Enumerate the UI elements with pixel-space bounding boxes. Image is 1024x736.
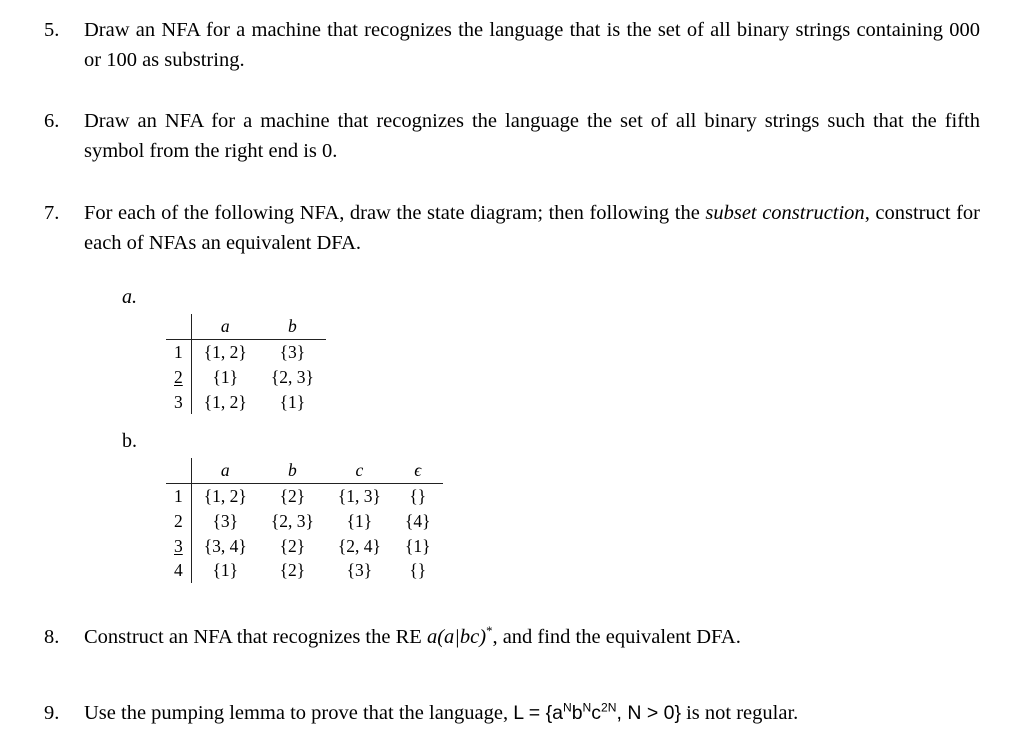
table-cell: {}: [409, 560, 427, 581]
table-cell: {1, 3}: [337, 486, 381, 507]
table-cell: {1}: [346, 510, 373, 531]
table-row: [166, 340, 326, 365]
formula-segment: , N > 0}: [616, 701, 681, 724]
problem-9-language-formula: [513, 702, 681, 724]
table-a-state-1: 1: [166, 340, 191, 365]
table-cell: {2, 3}: [270, 366, 314, 387]
table-cell: {1}: [212, 366, 239, 387]
nfa-table-a: [166, 314, 326, 414]
problem-7-italic-term: subset construction: [705, 201, 865, 224]
table-b-header-epsilon: ϵ: [393, 458, 443, 483]
problem-7-text: [84, 199, 980, 258]
table-b-state-4: 4: [166, 558, 191, 583]
table-a-header-a: a: [191, 314, 259, 339]
subpart-b-label: b.: [122, 430, 137, 453]
table-b-state-3: 3: [166, 534, 191, 559]
subpart-a: [122, 284, 980, 583]
problem-6-number: 6.: [44, 110, 60, 133]
problem-8-text: [84, 623, 980, 653]
table-a-state-2: 2: [166, 365, 191, 390]
problem-8-regex-star: *: [486, 624, 493, 639]
table-b-state-2: 2: [166, 509, 191, 534]
formula-segment: b: [571, 701, 583, 724]
table-cell: {2}: [279, 560, 306, 581]
formula-superscript: 2N: [601, 700, 617, 715]
table-cell: {1}: [404, 535, 431, 556]
table-b-state-1: 1: [166, 484, 191, 509]
problem-8-number: 8.: [44, 626, 60, 649]
problem-8-regex: a(a|bc): [426, 626, 487, 649]
table-cell: {1, 2}: [203, 486, 247, 507]
subpart-a-label: a.: [122, 286, 137, 309]
table-cell: {3}: [212, 510, 239, 531]
table-cell: {}: [409, 486, 427, 507]
table-cell: {4}: [404, 510, 431, 531]
table-cell: {1, 2}: [203, 391, 247, 412]
table-b-header-c: c: [326, 458, 393, 483]
problem-6-text: Draw an NFA for a machine that recognizes the language the set of all binary strings such that the fifth symbol from the right end is 0.: [84, 110, 980, 163]
table-cell: {1}: [212, 560, 239, 581]
problem-8-text-after: , and find the equivalent DFA.: [492, 626, 741, 649]
problem-8-text-before: Construct an NFA that recognizes the RE: [84, 626, 427, 649]
table-row: [166, 509, 443, 534]
table-cell: {2, 4}: [337, 535, 381, 556]
problem-9-number: 9.: [44, 701, 60, 724]
formula-segment: c: [591, 701, 602, 724]
problem-7-number: 7.: [44, 201, 60, 224]
table-cell: {2}: [279, 535, 306, 556]
table-cell: {2}: [279, 486, 306, 507]
table-b-corner-cell: [166, 458, 191, 483]
formula-superscript: N: [562, 700, 572, 715]
problem-9-text-after: is not regular.: [680, 701, 799, 724]
problem-8: [44, 623, 980, 653]
table-b-header-a: a: [191, 458, 259, 483]
table-a-header-b: b: [259, 314, 326, 339]
table-b-header-b: b: [259, 458, 326, 483]
problem-5: [44, 16, 980, 75]
table-a-corner-cell: [166, 314, 191, 339]
problem-5-number: 5.: [44, 19, 60, 41]
table-cell: {2, 3}: [270, 510, 314, 531]
table-cell: {1}: [279, 391, 306, 412]
table-row: [166, 484, 443, 509]
problem-9: [44, 699, 980, 729]
table-cell: {1, 2}: [203, 342, 247, 363]
table-a-state-3: 3: [166, 390, 191, 415]
table-cell: {3}: [279, 342, 306, 363]
table-a-header-row: [166, 314, 326, 339]
formula-segment: L = {a: [513, 701, 563, 724]
problem-7-text-after: , construct for each of NFAs an equivalent DFA.: [84, 201, 980, 254]
problem-9-text-before: Use the pumping lemma to prove that the language,: [84, 701, 514, 724]
table-row: [166, 534, 443, 559]
nfa-table-b-wrap: [122, 458, 980, 583]
table-cell: {3, 4}: [203, 535, 247, 556]
problem-7-text-before: For each of the following NFA, draw the state diagram; then following the: [84, 201, 706, 224]
table-cell: {3}: [346, 560, 373, 581]
problem-5-text: Draw an NFA for a machine that recognizes the language that is the set of all binary strings containing 000 or 100 as substring.: [84, 19, 980, 71]
formula-superscript: N: [582, 700, 592, 715]
table-row: [166, 558, 443, 583]
problem-9-text: [84, 699, 980, 729]
nfa-table-b: [166, 458, 443, 583]
table-row: [166, 390, 326, 415]
table-b-header-row: [166, 458, 443, 483]
problem-6: [44, 107, 980, 166]
table-row: [166, 365, 326, 390]
problem-7: [44, 199, 980, 258]
nfa-table-a-wrap: [122, 314, 980, 414]
